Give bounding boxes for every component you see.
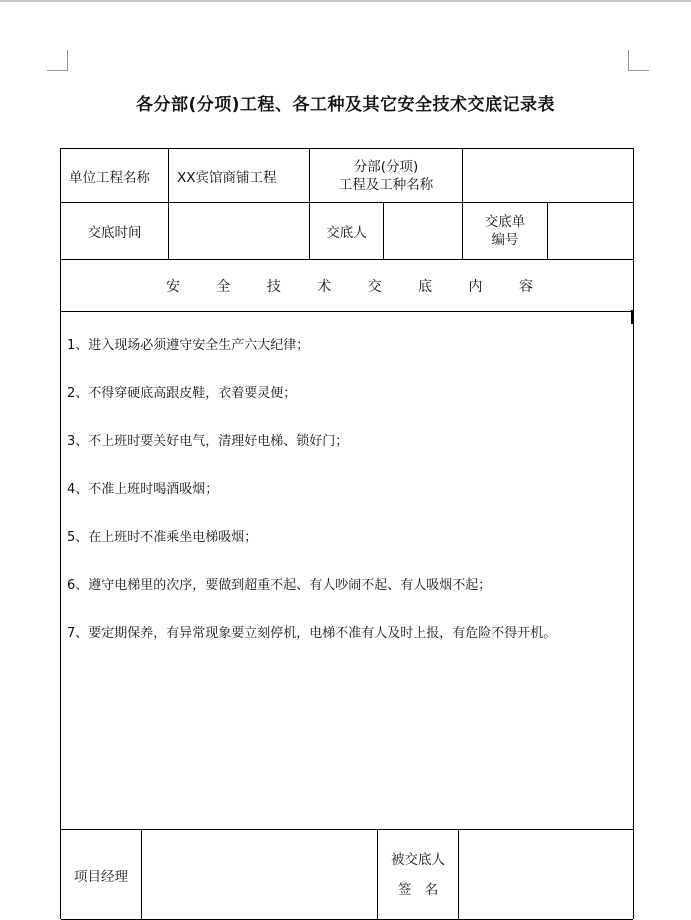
list-item: 6、遵守电梯里的次序，要做到超重不起、有人吵闹不起、有人吸烟不起； — [67, 578, 492, 593]
sheet-no-label — [463, 203, 548, 259]
recipient-label-line2: 签 名 — [397, 881, 439, 898]
unit-project-label: 单位工程名称 — [61, 149, 169, 202]
row-briefing-info — [61, 203, 633, 260]
heading-char: 容 — [518, 278, 533, 295]
heading-char: 交 — [367, 278, 382, 295]
content-heading — [61, 276, 633, 296]
crop-mark-top-right — [628, 50, 649, 71]
content-list — [67, 338, 625, 674]
sub-project-label-line2: 工程及工种名称 — [338, 176, 434, 193]
content-heading-row — [61, 260, 633, 312]
crop-mark-top-left — [47, 50, 68, 71]
row-project-info — [61, 149, 633, 203]
sheet-no-label-line2: 编号 — [491, 232, 519, 248]
recipient-label — [378, 830, 459, 919]
sub-project-value[interactable] — [463, 149, 633, 202]
list-item: 2、不得穿硬底高跟皮鞋，衣着要灵便； — [67, 386, 297, 401]
content-body[interactable] — [61, 312, 633, 830]
heading-char: 安 — [166, 278, 180, 295]
sub-project-label-line1: 分部(分项) — [353, 158, 419, 175]
heading-char: 术 — [317, 278, 332, 295]
heading-char: 全 — [216, 278, 231, 295]
briefing-time-value[interactable] — [169, 203, 310, 259]
sheet-no-value[interactable] — [548, 203, 633, 259]
briefing-time-label: 交底时间 — [61, 203, 169, 259]
text-cursor-marker — [631, 310, 634, 324]
list-item: 7、要定期保养，有异常现象要立刻停机，电梯不准有人及时上报，有危险不得开机。 — [67, 626, 557, 641]
briefer-label: 交底人 — [310, 203, 384, 259]
sub-project-label — [310, 149, 463, 202]
heading-char: 底 — [418, 278, 433, 295]
page-top-border — [0, 0, 691, 2]
recipient-label-line1: 被交底人 — [391, 851, 445, 868]
briefer-value[interactable] — [384, 203, 463, 259]
list-item: 3、不上班时要关好电气，清理好电梯、锁好门； — [67, 434, 349, 449]
heading-char: 技 — [266, 278, 281, 295]
recipient-signature[interactable] — [459, 830, 633, 919]
sheet-no-label-line1: 交底单 — [484, 214, 526, 230]
list-item: 1、进入现场必须遵守安全生产六大纪律； — [67, 338, 310, 353]
heading-char: 内 — [468, 278, 483, 295]
document-title: 各分部(分项)工程、各工种及其它安全技术交底记录表 — [135, 95, 556, 115]
row-signatures — [61, 830, 633, 920]
project-manager-label: 项目经理 — [61, 830, 142, 919]
list-item: 4、不准上班时喝酒吸烟； — [67, 482, 219, 497]
safety-briefing-form — [60, 148, 634, 919]
list-item: 5、在上班时不准乘坐电梯吸烟； — [67, 530, 258, 545]
unit-project-value[interactable]: XX宾馆商铺工程 — [169, 149, 310, 202]
project-manager-signature[interactable] — [142, 830, 378, 919]
